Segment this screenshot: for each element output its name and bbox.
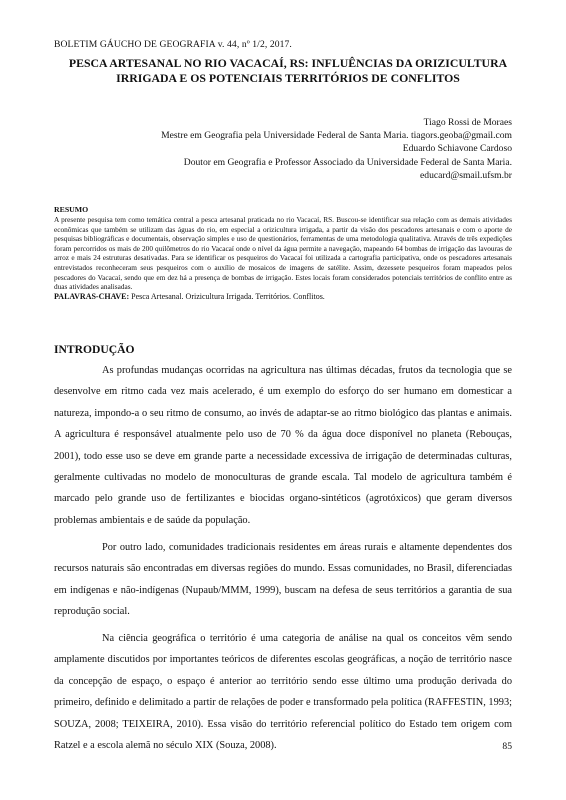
author-name: Tiago Rossi de Moraes [423,117,512,128]
journal-header: BOLETIM GÁUCHO DE GEOGRAFIA v. 44, nº 1/2, 2017. [54,39,292,50]
body-paragraph: As profundas mudanças ocorridas na agricultura nas últimas décadas, frutos da tecnologia que se desenvolve em ritmo cada vez mais acelerado, é um exemplo do esforço do ser humano em domesticar a natureza, impondo-a o seu ritmo de consumo, ao invés de adaptar-se ao ritmo biológico das plantas e animais. A agricultura é responsável atualmente pelo uso de 70 % da água doce disponível no planeta (Rebouças, 2001), todo esse uso se deve em grande parte a necessidade excessiva de irrigação de determinadas culturas, geralmente cultivadas no modelo de monoculturas de grande escala. Tal modelo de agricultura também é marcado pelo grande uso de fertilizantes e biocidas organo-sintéticos (agrotóxicos) que geram diversos problemas ambientais e de saúde da população. [54,365,512,526]
introduction-body [54,360,512,762]
author-email: educard@smail.ufsm.br [420,169,512,181]
abstract-text: A presente pesquisa tem como temática central a pesca artesanal praticada no rio Vacacaí, RS. Buscou-se identificar sua relação com as demais atividades econômicas que também se utilizam das águas do rio, em especial a orizicultura irrigada, a partir da visão dos pescadores artesanais e com o aporte de pesquisas bibliográficas e documentais, observação simples e uso de questionários, ferramentas de uma metodologia qualitativa. Através de três expedições foram percorridos os mais de 200 quilômetros do rio Vacacaí onde o nível da água permite a navegação, mapeando 64 bombas de irrigação das lavouras de arroz e mais 24 estruturas desativadas. Para se identificar os pesqueiros do Vacacaí foi utilizada a cartografia participativa, onde os pescadores artesanais entrevistados reconheceram seus pesqueiros com o auxílio de mosaicos de imagens de satélite. Assim, dezessete pesqueiros foram mapeados pelos pescadores do Vacacaí, sendo que em dez há a presença de bombas de irrigação. Estes locais foram considerados potenciais territórios de conflito entre as duas atividades analisadas. [54,215,512,292]
abstract-section [54,205,512,302]
body-paragraph: Na ciência geográfica o território é uma categoria de análise na qual os conceitos vêm sendo amplamente discutidos por importantes teóricos de diferentes escolas geográficas, a noção de território nasce da concepção de espaço, o espaço é anterior ao território sendo esse último uma produção derivada do primeiro, definido e delimitado a partir de relações de poder e transformado pela política (RAFFESTIN, 1993; SOUZA, 2008; TEIXEIRA, 2010). Essa visão do território referencial político do Estado tem origem com Ratzel e a escola alemã no século XIX (Souza, 2008). [54,632,512,751]
author-name: Eduardo Schiavone Cardoso [402,143,512,155]
keywords-line [54,292,512,302]
author-affiliation: Doutor em Geografia e Professor Associado da Universidade Federal de Santa Maria. [183,156,512,168]
article-title: PESCA ARTESANAL NO RIO VACACAÍ, RS: INFLUÊNCIAS DA ORIZICULTURA IRRIGADA E OS POTENCIAIS TERRITÓRIOS DE CONFLITOS [68,56,508,85]
body-paragraph: Por outro lado, comunidades tradicionais residentes em áreas rurais e altamente dependentes dos recursos naturais são encontradas em diversas regiões do mundo. Essas comunidades, no Brasil, diferenciadas em indígenas e não-indígenas (Nupaub/MMM, 1999), buscam na defesa de seus territórios a garantia de sua reprodução social. [54,541,512,617]
abstract-heading: RESUMO [54,205,89,214]
author-block [42,116,512,182]
author-affiliation: Mestre em Geografia pela Universidade Federal de Santa Maria. tiagors.geoba@gmail.com [161,130,512,142]
keywords-text: Pesca Artesanal. Orizicultura Irrigada. Territórios. Conflitos. [131,291,325,301]
section-heading: INTRODUÇÃO [54,343,135,356]
page-number: 85 [502,741,512,752]
keywords-label: PALAVRAS-CHAVE: [54,291,130,301]
